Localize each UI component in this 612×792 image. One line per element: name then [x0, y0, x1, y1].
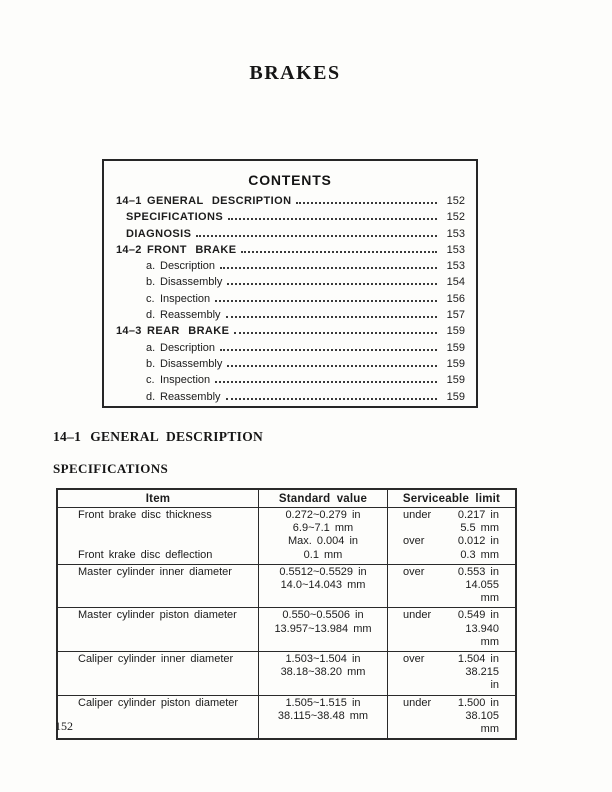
toc-entry — [116, 193, 465, 209]
cell-line: Front krake disc deflection — [78, 548, 213, 561]
limit-qualifier: over — [403, 565, 425, 578]
toc-entry-label: Description — [160, 260, 216, 273]
item-cell — [58, 565, 258, 608]
section-number: 14–1 — [53, 429, 82, 444]
serviceable-limit-cell — [387, 696, 515, 739]
cell-line: 0.5512~0.5529 in — [279, 565, 367, 578]
standard-value-cell — [258, 696, 387, 739]
cell-line: 1.503~1.504 in — [285, 653, 361, 666]
toc-page-number: 153 — [446, 243, 465, 256]
limit-value: 0.3 mm — [460, 548, 499, 561]
toc-entry-label: Inspection — [160, 292, 211, 305]
serviceable-limit-cell — [387, 508, 515, 564]
toc-dot-leader — [215, 381, 437, 383]
cell-line: Max. 0.004 in — [287, 535, 359, 548]
cell-line: Master cylinder piston diameter — [78, 609, 237, 622]
toc-entry-letter: b. — [146, 276, 156, 289]
table-row — [58, 564, 515, 608]
toc-entry — [116, 242, 465, 258]
limit-qualifier: under — [403, 609, 432, 622]
toc-page-number: 159 — [446, 341, 465, 354]
limit-qualifier — [388, 666, 455, 692]
toc-entry — [126, 226, 465, 242]
cell-line — [78, 579, 258, 592]
contents-box — [102, 159, 478, 408]
toc-dot-leader — [220, 267, 437, 269]
cell-line: 0.550~0.5506 in — [282, 609, 364, 622]
toc-entry — [146, 258, 465, 274]
cell-line: 6.9~7.1 mm — [292, 522, 354, 535]
toc-entry-label: SPECIFICATIONS — [126, 211, 224, 224]
serviceable-limit-cell — [387, 652, 515, 695]
limit-qualifier — [388, 710, 455, 736]
cell-line — [388, 653, 515, 666]
item-cell — [58, 508, 258, 564]
toc-entry — [146, 307, 465, 323]
toc-page-number: 156 — [446, 292, 465, 305]
limit-value: 13.940 mm — [465, 622, 499, 648]
cell-line: Caliper cylinder inner diameter — [78, 653, 234, 666]
item-cell — [58, 608, 258, 651]
toc-page-number: 152 — [446, 211, 465, 224]
cell-line — [78, 666, 258, 679]
cell-line — [388, 579, 515, 605]
cell-line — [78, 710, 258, 723]
toc-entry — [146, 274, 465, 290]
limit-qualifier — [388, 549, 455, 562]
standard-value-cell — [258, 508, 387, 564]
cell-line — [78, 623, 258, 636]
table-row — [58, 651, 515, 695]
toc-entry-label: REAR BRAKE — [147, 325, 230, 338]
toc-page-number: 157 — [446, 309, 465, 322]
specifications-table — [56, 488, 517, 740]
toc-entry-label: DIAGNOSIS — [126, 227, 192, 240]
cell-line: 0.272~0.279 in — [285, 509, 361, 521]
toc-dot-leader — [215, 300, 437, 302]
limit-value: 0.553 in — [457, 565, 499, 578]
table-row — [58, 695, 515, 739]
cell-line — [388, 566, 515, 579]
toc-dot-leader — [241, 251, 437, 253]
toc-entry-label: Disassembly — [160, 276, 223, 289]
toc-page-number: 159 — [446, 357, 465, 370]
cell-line — [388, 509, 515, 522]
cell-line: 0.1 mm — [303, 548, 343, 561]
table-header-row — [58, 490, 515, 507]
toc-entry-letter: d. — [146, 309, 156, 322]
toc-entry — [146, 356, 465, 372]
toc-page-number: 159 — [446, 374, 465, 387]
limit-value: 38.215 in — [465, 666, 499, 692]
toc-entry-number: 14–3 — [116, 325, 142, 338]
toc-entry-label: Reassembly — [160, 390, 221, 403]
toc-dot-leader — [226, 398, 437, 400]
toc-entry-letter: d. — [146, 390, 156, 403]
cell-line: Front brake disc thickness — [78, 509, 212, 521]
toc-dot-leader — [227, 365, 437, 367]
table-header-cell: Item — [145, 493, 171, 505]
section-heading — [53, 429, 263, 445]
toc-entry — [146, 291, 465, 307]
cell-line — [388, 710, 515, 736]
cell-line — [388, 697, 515, 710]
limit-value: 0.217 in — [457, 509, 499, 521]
page-title: BRAKES — [249, 62, 341, 84]
toc-dot-leader — [196, 235, 437, 237]
toc-dot-leader — [227, 283, 437, 285]
standard-value-cell — [258, 565, 387, 608]
cell-line: Caliper cylinder piston diameter — [78, 696, 239, 709]
cell-line: 38.115~38.48 mm — [277, 709, 369, 722]
toc-entry-letter: a. — [146, 341, 156, 354]
limit-value: 1.504 in — [457, 653, 499, 666]
cell-line — [388, 535, 515, 548]
toc-entry-label: Inspection — [160, 374, 211, 387]
cell-line: Master cylinder inner diameter — [78, 565, 232, 578]
serviceable-limit-cell — [387, 565, 515, 608]
toc-entry-letter: a. — [146, 260, 156, 273]
limit-qualifier: over — [403, 535, 425, 548]
cell-line: 1.505~1.515 in — [285, 696, 361, 709]
section-title: GENERAL DESCRIPTION — [90, 429, 264, 444]
toc-entry — [116, 323, 465, 339]
limit-qualifier — [388, 522, 455, 535]
toc-entry-label: Reassembly — [160, 309, 221, 322]
toc-page-number: 153 — [446, 227, 465, 240]
toc-entry-label: Description — [160, 341, 216, 354]
contents-heading: CONTENTS — [248, 172, 332, 188]
toc-entry-letter: c. — [146, 292, 155, 305]
toc-dot-leader — [220, 349, 437, 351]
table-row — [58, 507, 515, 564]
limit-qualifier — [388, 579, 455, 605]
cell-line: 13.957~13.984 mm — [274, 622, 372, 635]
table-header-cell: Serviceable limit — [387, 490, 515, 507]
standard-value-cell — [258, 652, 387, 695]
limit-qualifier — [388, 623, 455, 649]
toc-entry-letter: b. — [146, 357, 156, 370]
item-cell — [58, 696, 258, 739]
limit-qualifier: under — [403, 696, 432, 709]
toc-entry — [126, 209, 465, 225]
standard-value-cell — [258, 608, 387, 651]
limit-value: 14.055 mm — [465, 579, 499, 605]
cell-line — [388, 666, 515, 692]
toc-dot-leader — [228, 218, 437, 220]
item-cell — [58, 652, 258, 695]
toc-page-number: 159 — [446, 390, 465, 403]
toc-page-number: 159 — [446, 325, 465, 338]
toc-page-number: 154 — [446, 276, 465, 289]
cell-line: 14.0~14.043 mm — [280, 579, 366, 592]
limit-qualifier: over — [403, 653, 425, 666]
toc-entry-label: Disassembly — [160, 357, 223, 370]
limit-qualifier: under — [403, 509, 432, 521]
table-header-cell: Standard value — [258, 490, 387, 507]
cell-line: 38.18~38.20 mm — [280, 666, 366, 679]
cell-line — [388, 609, 515, 622]
toc-entry-label: FRONT BRAKE — [147, 243, 237, 256]
toc-entry-number: 14–1 — [116, 195, 142, 207]
specifications-heading: SPECIFICATIONS — [53, 461, 169, 476]
toc-dot-leader — [296, 202, 437, 204]
toc-entry-label: GENERAL DESCRIPTION — [147, 195, 292, 207]
limit-value: 0.549 in — [457, 609, 499, 622]
limit-value: 5.5 mm — [460, 522, 499, 535]
toc-dot-leader — [226, 316, 437, 318]
toc-dot-leader — [234, 332, 437, 334]
cell-line — [388, 623, 515, 649]
toc-page-number: 152 — [446, 195, 465, 207]
cell-line — [388, 522, 515, 535]
toc-entry — [146, 340, 465, 356]
toc-entry-number: 14–2 — [116, 243, 142, 256]
table-row — [58, 607, 515, 651]
toc-page-number: 153 — [446, 260, 465, 273]
toc-entry — [146, 389, 465, 405]
cell-line — [78, 535, 258, 548]
toc-entry-letter: c. — [146, 374, 155, 387]
contents-list — [104, 193, 476, 405]
limit-value: 38.105 mm — [465, 709, 499, 736]
cell-line — [388, 549, 515, 562]
page-number: 152 — [55, 719, 73, 733]
limit-value: 1.500 in — [457, 696, 499, 709]
cell-line — [78, 522, 258, 535]
serviceable-limit-cell — [387, 608, 515, 651]
toc-entry — [146, 372, 465, 388]
limit-value: 0.012 in — [457, 535, 499, 548]
